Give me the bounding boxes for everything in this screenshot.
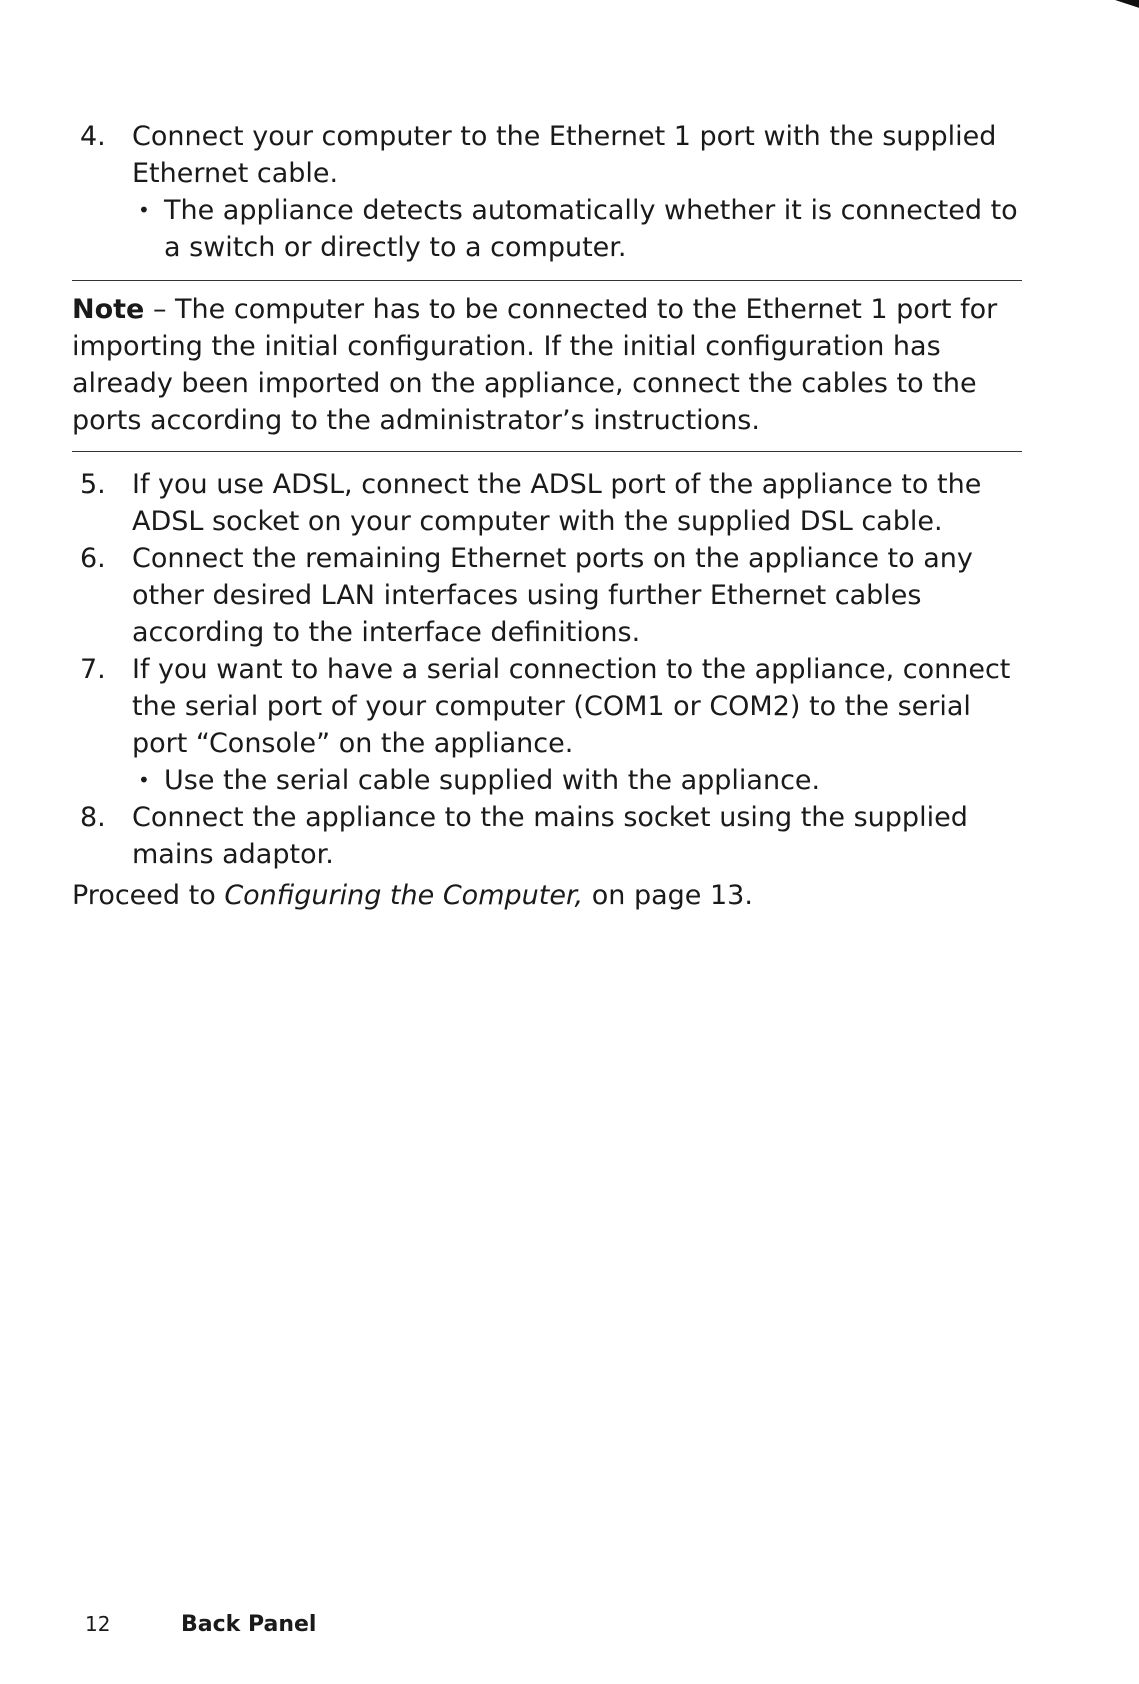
step-text: Connect the remaining Ethernet ports on the appliance to any other desired LAN interfaces using further Ethernet cables according to the interface definitions. [132,543,973,648]
proceed-prefix: Proceed to [72,880,225,911]
step-text: Connect the appliance to the mains socket using the supplied mains adaptor. [132,802,968,870]
page-footer [85,1612,316,1637]
list-item-step-7 [72,651,1022,799]
note-text: The computer has to be connected to the Ethernet 1 port for importing the initial configuration. If the initial configuration has already been imported on the appliance, connect the cables to the ports according to the administrator’s instructions. [72,294,998,436]
step-number: 7. [80,654,106,685]
note-dash: – [144,294,176,325]
step-number: 6. [80,543,106,574]
list-item-step-8 [72,799,1022,873]
step-number: 8. [80,802,106,833]
page-number: 12 [85,1612,111,1636]
step-text: Connect your computer to the Ethernet 1 port with the supplied Ethernet cable. [132,121,997,189]
cross-reference-link: Configuring the Computer, [224,880,584,911]
step-body [132,118,1022,266]
page-corner-mark [1111,0,1139,9]
footer-section-title: Back Panel [181,1612,317,1637]
proceed-suffix: on page 13. [583,880,753,911]
bullet-text: The appliance detects automatically whether it is connected to a switch or directly to a computer. [164,195,1018,263]
list-item-step-4 [72,118,1022,266]
step-number: 5. [80,469,106,500]
bullet-text: Use the serial cable supplied with the appliance. [164,765,821,796]
step-number: 4. [80,121,106,152]
page-content [72,118,1022,914]
note-label: Note [72,294,145,325]
bullet-item [132,762,1022,799]
list-item-step-6 [72,540,1022,651]
bullet-dot-icon: • [138,768,150,792]
step-text: If you use ADSL, connect the ADSL port of the appliance to the ADSL socket on your computer with the supplied DSL cable. [132,469,982,537]
step-text: If you want to have a serial connection to the appliance, connect the serial port of your computer (COM1 or COM2) to the serial port “Console” on the appliance. [132,654,1011,759]
bullet-dot-icon: • [138,198,150,222]
proceed-paragraph [72,877,1022,914]
note-box [72,280,1022,452]
list-item-step-5 [72,466,1022,540]
bullet-item [132,192,1022,266]
step-body [132,651,1022,799]
